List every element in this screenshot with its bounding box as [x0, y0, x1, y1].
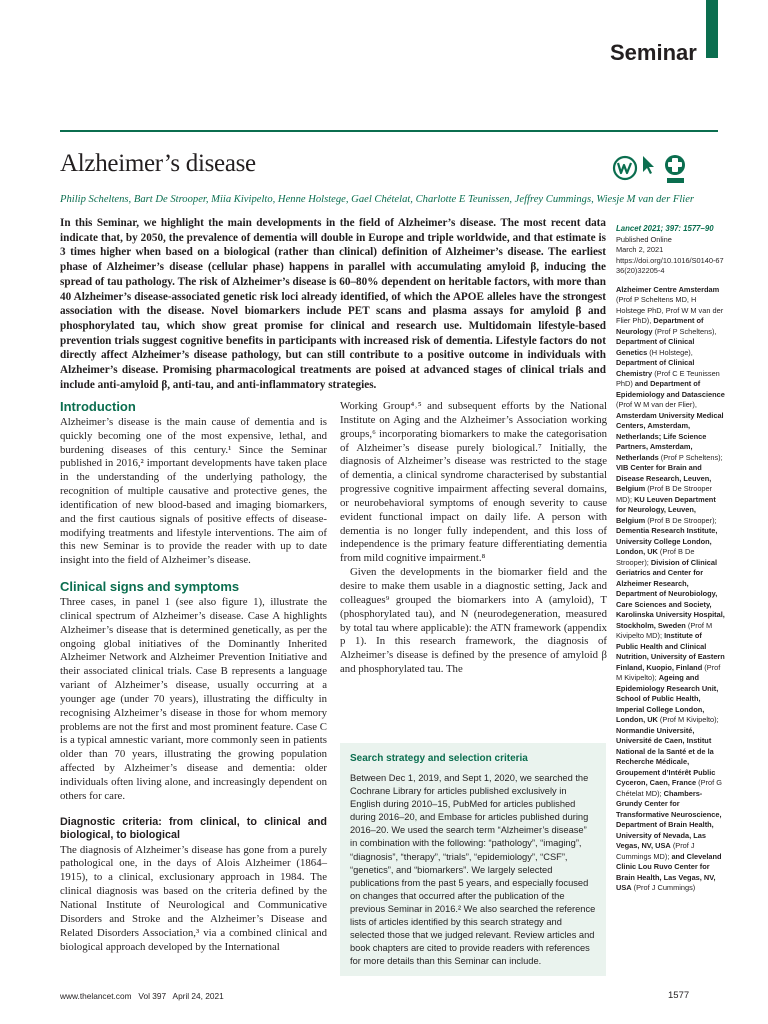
side-notes — [616, 224, 726, 894]
pointer-icon — [643, 156, 654, 174]
clinical-text: Three cases, in panel 1 (see also figure 1), illustrate the clinical spectrum of Alzheimer’s disease. Case A highlights Alzheimer’s disease that is determined genetically, as per the ongoing global initiatives of the Dominantly Inherited Alzheimer Network and Alzheimer Prevention Initiative and their associated clinical trials. Case B represents a language variant of Alzheimer’s disease, usually occurring at a younger age (under 70 years), illustrating the difficulty in recognising Alzheimer’s disease in those for whom memory problems are not the first and most prominent feature. Case C is a typical amnestic variant, more commonly seen in patients older than 70 years, illustrating the growing population affected by Alzheimer’s disease and dementia: older individuals often living alone, and increasingly dependent on others for care. — [60, 595, 327, 802]
published-date: March 2, 2021 — [616, 245, 664, 254]
affiliation-institution: and Cleveland Clinic Lou Ruvo Center for Brain Health, Las Vegas, NV, USA — [616, 851, 722, 892]
crossmark-icon[interactable] — [665, 155, 685, 183]
section-heading-clinical: Clinical signs and symptoms — [60, 579, 240, 595]
author-list: Philip Scheltens, Bart De Strooper, Miia Kivipelto, Henne Holstege, Gael Chételat, Charlotte E Teunissen, Jeffrey Cummings, Wiesje M van der Flier — [60, 194, 695, 205]
affiliation-people: (Prof C E Teunissen PhD) — [616, 368, 720, 388]
panel-heading: Search strategy and selection criteria — [350, 753, 528, 764]
page-number: 1577 — [668, 990, 690, 1001]
article-title: Alzheimer’s disease — [60, 150, 256, 177]
affiliation-list — [616, 285, 726, 894]
affiliation-people: (Prof J Cummings MD); — [616, 841, 695, 861]
body-paragraph: Given the developments in the biomarker field and the desire to make them usable in a diagnostic setting, Jack and colleagues⁹ grouped the biomarkers into A (amyloid), T (phosphorylated tau), and N (neurodegeneration, measured by total tau where applicable): the ATN framework (appendix p 1). In this research framework, the diagnosis of Alzheimer’s disease is defined by the presence of amyloid β and phosphorylated tau. The — [340, 566, 607, 676]
affiliation-institution: KU Leuven Department for Neurology, Leuven, Belgium — [616, 494, 716, 525]
affiliation-people: (Prof P Scheltens); — [658, 452, 723, 462]
introduction-text: Alzheimer’s disease is the main cause of dementia and is quickly becoming one of the most expensive, lethal, and burdening diseases of this century.¹ Since the Seminar published in 2016,² important developments have taken place in the understanding of the underlying pathology, the recognition of multiple causative and protective genes, the identification of new blood-based and imaging biomarkers, and the first cautious signals of positive effects of disease-modifying treatments and lifestyle interventions. The aim of this new Seminar is to provide the reader with up to date insight into the field of Alzheimer’s disease. — [60, 415, 327, 567]
affiliation-institution: Dementia Research Institute, University College London, London, UK — [616, 526, 718, 556]
affiliation-people: (Prof B De Strooper); — [645, 515, 717, 525]
oa-crossmark-icons — [613, 152, 693, 188]
affiliation-institution: Alzheimer Centre Amsterdam — [616, 284, 720, 294]
affiliation-people: (Prof W M van der Flier), — [616, 400, 697, 409]
affiliation-people: (Prof M Kivipelto); — [657, 715, 719, 724]
panel-text: Between Dec 1, 2019, and Sept 1, 2020, we searched the Cochrane Library for articles published exclusively in English during 2010–15, PubMed for articles published during 2016–20, and Embase for articles published during 2016–20. We used the search term “Alzheimer’s disease” in combination with the following: “pathology”, “imaging”, “diagnosis”, “therapy”, “trials”, “epidemiology”, “CSF”, “genetics”, and “biomarkers”. We largely selected publications from the past 5 years, and especially focused on changes that occurred after the publication of the previous Seminar in 2016.² We also searched the reference lists of articles identified by this search strategy and selected those that we judged relevant. Review articles and book chapters are cited to provide readers with references for more details than this Seminar can include. — [350, 773, 596, 967]
affiliation-people: (Prof P Scheltens), — [652, 326, 717, 336]
affiliation-institution: Normandie Université, Université de Caen, Institut National de la Santé et de la Recherche Médicale, Groupement d’Intérêt Public Cyceron, Caen, France — [616, 725, 716, 787]
affiliation-institution: VIB Center for Brain and Disease Research, Leuven, Belgium — [616, 463, 712, 493]
affiliation-people: (Prof M Kivipelto); — [616, 662, 721, 682]
affiliation-institution: Division of Clinical Geriatrics and Center for Alzheimer Research, Department of Neurobiology, Care Sciences and Society, Karolinska University Hospital, Stockholm, Sweden — [616, 557, 725, 630]
badge-group — [613, 152, 693, 188]
affiliation-institution: Department of Neurology — [616, 316, 704, 336]
affiliation-people: (Prof M Kivipelto MD); — [616, 620, 713, 640]
affiliation-people: (H Holstege), — [647, 347, 693, 357]
affiliation-people: (Prof J Cummings) — [631, 883, 696, 892]
affiliation-people: (Prof P Scheltens MD, H Holstege PhD, Prof W M van der Flier PhD), — [616, 295, 724, 325]
abstract: In this Seminar, we highlight the main developments in the field of Alzheimer’s disease. The most recent data indicate that, by 2050, the prevalence of dementia will double in Europe and triple worldwide, and that estimate is 3 times higher when based on a biological (rather than clinical) definition of Alzheimer’s disease. The earliest phase of Alzheimer’s disease (cellular phase) happens in parallel with accumulating amyloid β, inducing the spread of tau pathology. The risk of Alzheimer’s disease is 60–80% dependent on heritable factors, with more than 40 Alzheimer’s disease-associated genetic risk loci already identified, of which the APOE alleles have the strongest association with the disease. Novel biomarkers include PET scans and plasma assays for amyloid β and phosphorylated tau, which show great promise for clinical and research use. Multidomain lifestyle-based prevention trials suggest cognitive benefits in participants with increased risk of dementia. Lifestyle factors do not directly affect Alzheimer’s disease pathology, but can still contribute to a positive outcome in individuals with Alzheimer’s disease. Promising pharmacological treatments are poised at advanced stages of clinical trials and include anti-amyloid β, anti-tau, and anti-inflammatory strategies. — [60, 217, 606, 391]
body-column-right — [340, 400, 607, 677]
open-access-icon[interactable] — [614, 157, 636, 179]
footer-journal-info: www.thelancet.com Vol 397 April 24, 2021 — [60, 991, 224, 1001]
section-color-bar — [706, 0, 718, 58]
affiliation-institution: Ageing and Epidemiology Research Unit, School of Public Health, Imperial College London, London, UK — [616, 673, 719, 724]
affiliation-institution: Institute of Public Health and Clinical Nutrition, University of Eastern Finland, Kuopio, Finland — [616, 631, 725, 672]
header-divider — [60, 130, 718, 132]
search-strategy-panel — [340, 743, 606, 976]
affiliation-people: (Prof B De Strooper MD); — [616, 484, 713, 504]
body-paragraph: Working Group⁴˒⁵ and subsequent efforts by the National Institute on Aging and the Alzheimer’s Association working groups,⁶ incorporating biomarkers to make the categorisation of Alzheimer’s disease purely biological.⁷ Initially, the diagnosis of Alzheimer’s disease was restricted to the stage of dementia, a clinical syndrome characterised by substantial progressive cognitive impairment affecting several domains, or neurobehavioral symptoms of enough severity to cause evident functional impact on daily life. A person with dementia is no longer fully independent, and this loss of independence is the primary feature differentiating dementia from mild cognitive impairment.⁸ — [340, 400, 607, 565]
journal-citation: Lancet 2021; 397: 1577–90 — [616, 224, 714, 233]
diagnostic-text: The diagnosis of Alzheimer’s disease has gone from a purely pathological one, in the days of Alois Alzheimer (1864–1915), to a clinical, exclusionary approach in 1984. The clinical diagnosis was based on the criteria defined by the National Institute of Neurological and Communicative Disorders and Stroke and the Alzheimer’s Disease and Related Disorders Association,³ via a combined clinical and biological approach developed by the International — [60, 843, 327, 953]
affiliation-people: (Prof B De Strooper); — [616, 547, 695, 567]
affiliation-institution: Department of Clinical Chemistry — [616, 358, 695, 378]
subheading-diagnostic-criteria: Diagnostic criteria: from clinical, to clinical and biological, to biological — [60, 815, 327, 841]
body-column-left — [60, 400, 327, 954]
affiliation-people: (Prof G Chételat MD); — [616, 778, 722, 798]
affiliation-institution: Amsterdam University Medical Centers, Amsterdam, Netherlands; Life Science Partners, Amsterdam, Netherlands — [616, 410, 724, 462]
doi-link[interactable]: https://doi.org/10.1016/S0140-6736(20)32205-4 — [616, 255, 724, 275]
section-label: Seminar — [610, 40, 697, 65]
affiliation-institution: Chambers-Grundy Center for Transformative Neuroscience, Department of Brain Health, University of Nevada, Las Vegas, NV, USA — [616, 788, 722, 850]
affiliation-institution: Department of Clinical Genetics — [616, 337, 695, 357]
affiliation-institution: and Department of Epidemiology and Datascience — [616, 379, 725, 399]
section-heading-introduction: Introduction — [60, 399, 136, 414]
published-label: Published Online — [616, 234, 672, 244]
